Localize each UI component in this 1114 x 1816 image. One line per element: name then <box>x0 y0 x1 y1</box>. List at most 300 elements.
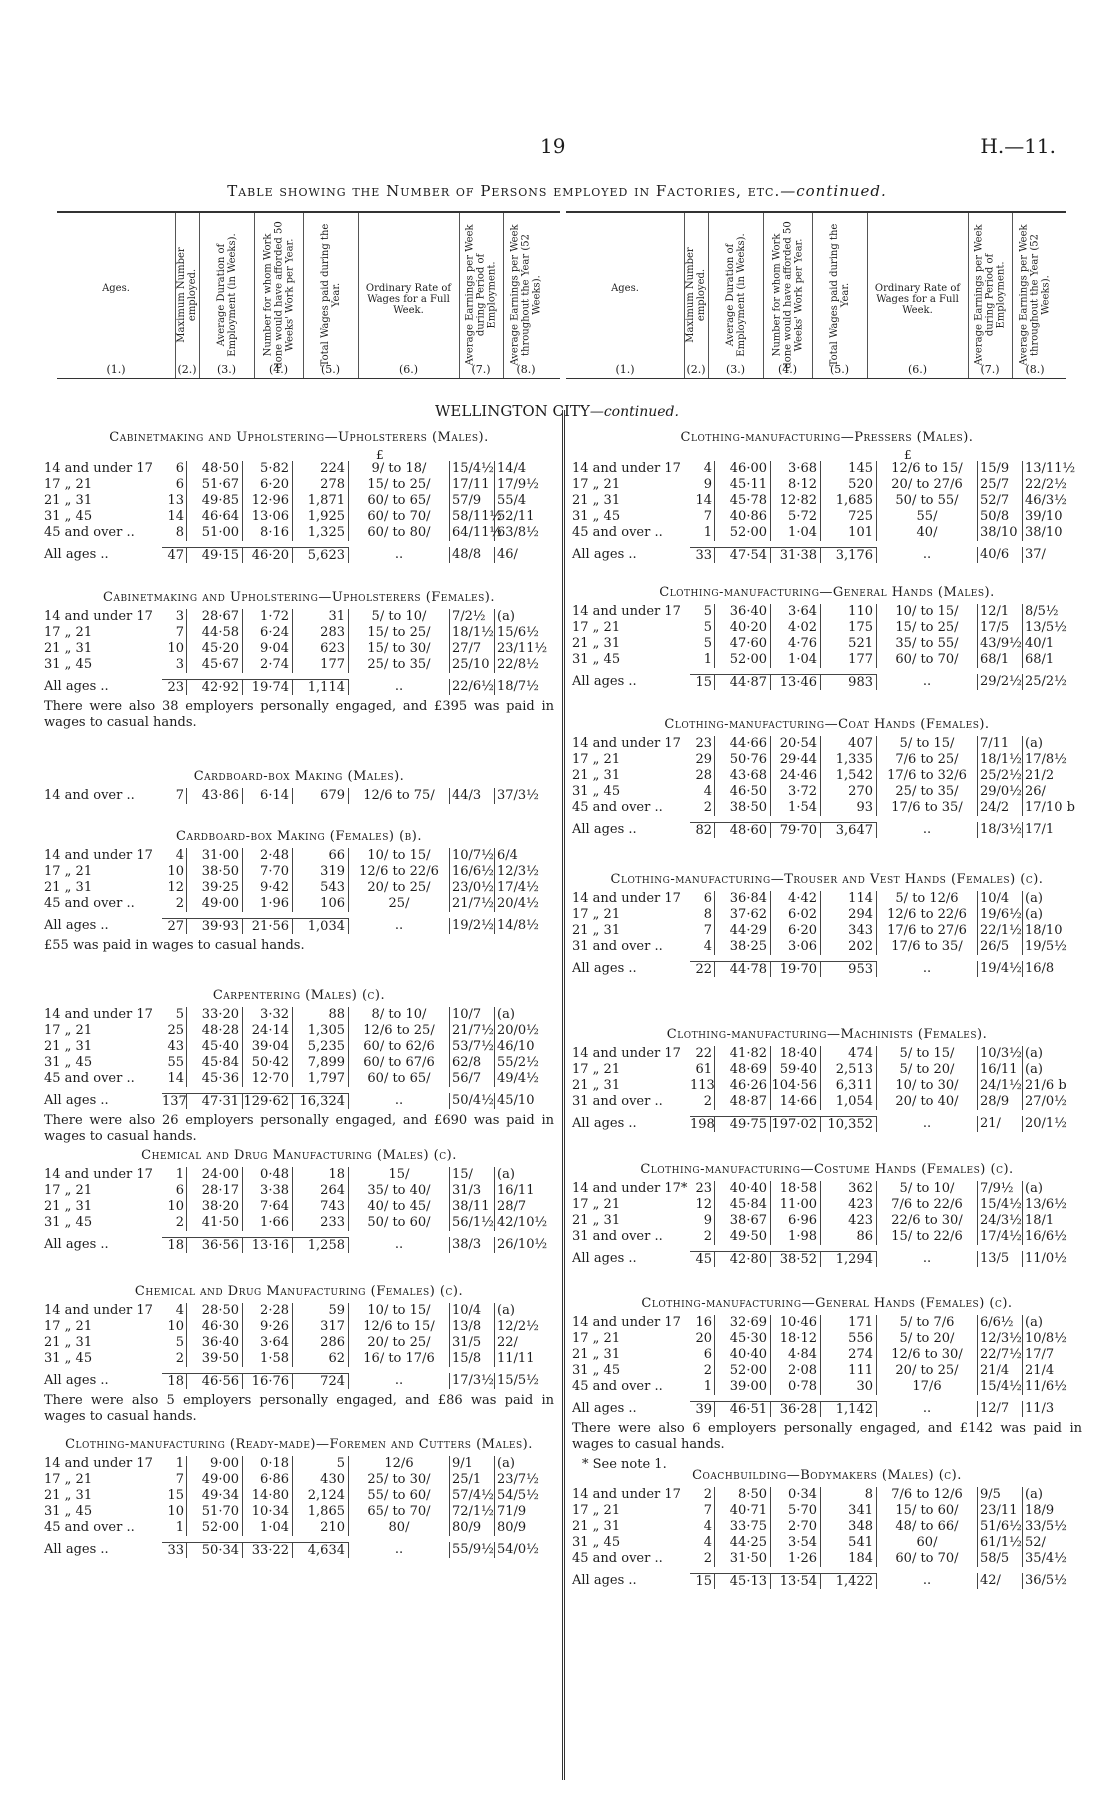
duration-cell: 48·28 <box>187 1023 243 1039</box>
max-number-cell: 4 <box>690 939 715 955</box>
header-label: Number for whom Work done would have afforded 50 Weeks' Work per Year. <box>262 221 295 369</box>
earnings-period-cell: 12/1 <box>978 604 1023 620</box>
rate-cell: .. <box>349 1373 450 1389</box>
age-cell: All ages .. <box>44 547 109 562</box>
age-cell: All ages .. <box>44 679 109 694</box>
earnings-period-cell: 25/1 <box>450 1472 495 1488</box>
total-wages-cell: 7,899 <box>293 1055 349 1071</box>
number-50-cell: 2·28 <box>243 1303 293 1319</box>
table-row <box>572 493 1082 509</box>
total-wages-cell: 86 <box>821 1229 877 1245</box>
max-number-cell: 113 <box>690 1078 715 1093</box>
max-number-cell: 10 <box>162 641 187 657</box>
duration-cell: 49·00 <box>187 1472 243 1488</box>
earnings-year-cell: 37/ <box>1025 547 1046 562</box>
duration-cell: 36·56 <box>187 1237 243 1253</box>
table-row <box>572 752 1082 768</box>
total-wages-cell: 543 <box>293 880 349 896</box>
max-number-cell: 5 <box>690 636 715 652</box>
age-cell: All ages .. <box>572 1401 637 1416</box>
total-wages-cell: 623 <box>293 641 349 657</box>
section-right-5 <box>572 1027 1082 1132</box>
total-wages-cell: 106 <box>293 896 349 912</box>
earnings-year-cell: 23/11½ <box>497 641 548 656</box>
number-50-cell: 1·04 <box>771 652 821 668</box>
main-title-text: Table showing the Number of Persons employed in Factories, etc. <box>227 182 781 200</box>
duration-cell: 49·15 <box>187 547 243 563</box>
rate-cell: 15/ to 25/ <box>349 477 450 493</box>
section-title: Clothing-manufacturing—Costume Hands (Females) (c). <box>640 1162 1014 1177</box>
earnings-period-cell: 9/5 <box>978 1487 1023 1503</box>
number-50-cell: 8·16 <box>243 525 293 541</box>
rate-cell: 15/ <box>349 1167 450 1183</box>
earnings-period-cell: 68/1 <box>978 652 1023 668</box>
header-label: Average Earnings per Week during Period of Employment. <box>973 224 1007 366</box>
earnings-period-cell: 7/11 <box>978 736 1023 752</box>
duration-cell: 49·00 <box>187 896 243 912</box>
max-number-cell: 25 <box>162 1023 187 1039</box>
rate-cell: .. <box>877 547 978 563</box>
age-cell: 21 „ 31 <box>44 1199 93 1214</box>
earnings-year-cell: 36/5½ <box>1025 1573 1067 1588</box>
age-cell: All ages .. <box>572 674 637 689</box>
earnings-period-cell: 13/8 <box>450 1319 495 1335</box>
duration-cell: 46·30 <box>187 1319 243 1335</box>
max-number-cell: 4 <box>690 784 715 800</box>
rate-cell: 20/ to 27/6 <box>877 477 978 493</box>
earnings-year-cell: 16/8 <box>1025 961 1055 976</box>
total-wages-cell: 317 <box>293 1319 349 1335</box>
table-row <box>44 477 554 493</box>
total-wages-cell: 474 <box>821 1046 877 1062</box>
earnings-year-cell: (a) <box>497 1456 515 1471</box>
rate-cell: 15/ to 22/6 <box>877 1229 978 1245</box>
table-row <box>44 641 554 657</box>
table-row <box>572 891 1082 907</box>
max-number-cell: 23 <box>690 1181 715 1197</box>
table-row <box>572 1551 1082 1567</box>
header-column-number: (3.) <box>216 363 237 376</box>
header-column-number: (5.) <box>829 363 850 376</box>
table-row <box>44 1023 554 1039</box>
number-50-cell: 7·70 <box>243 864 293 880</box>
earnings-year-cell: 13/6½ <box>1025 1197 1067 1212</box>
age-cell: 21 „ 31 <box>572 1213 621 1228</box>
age-cell: 45 and over .. <box>44 1520 135 1535</box>
max-number-cell: 29 <box>690 752 715 768</box>
duration-cell: 48·69 <box>715 1062 771 1078</box>
earnings-year-cell: 8/5½ <box>1025 604 1059 619</box>
total-wages-cell: 2,124 <box>293 1488 349 1504</box>
age-cell: 21 „ 31 <box>572 1078 621 1093</box>
age-cell: 14 and under 17 <box>44 1303 153 1318</box>
number-50-cell: 4·84 <box>771 1347 821 1363</box>
duration-cell: 44·25 <box>715 1535 771 1551</box>
duration-cell: 28·50 <box>187 1303 243 1319</box>
age-cell: All ages .. <box>44 1373 109 1388</box>
number-50-cell: 1·26 <box>771 1551 821 1567</box>
header-column-number: (4.) <box>777 363 798 376</box>
table-row <box>572 1363 1082 1379</box>
number-50-cell: 1·58 <box>243 1351 293 1367</box>
table-row <box>572 1503 1082 1519</box>
earnings-period-cell: 15/4½ <box>980 1379 1022 1394</box>
max-number-cell: 33 <box>690 547 715 563</box>
header-avg-earn-period-right <box>968 213 1013 378</box>
earnings-period-cell: 7/9½ <box>978 1181 1023 1197</box>
rate-cell: 10/ to 15/ <box>349 848 450 864</box>
duration-cell: 42·80 <box>715 1251 771 1267</box>
max-number-cell: 45 <box>690 1251 715 1267</box>
max-number-cell: 4 <box>690 461 715 477</box>
header-total-wages-right <box>812 213 868 378</box>
max-number-cell: 1 <box>162 1456 187 1472</box>
max-number-cell: 14 <box>690 493 715 509</box>
table-row <box>44 1488 554 1504</box>
age-cell: 17 „ 21 <box>572 752 621 767</box>
age-cell: 14 and under 17 <box>572 891 681 906</box>
earnings-year-cell: (a) <box>497 1167 515 1182</box>
number-50-cell: 16·76 <box>243 1373 293 1389</box>
section-left-2 <box>44 590 554 731</box>
max-number-cell: 18 <box>162 1373 187 1389</box>
total-wages-cell: 3,176 <box>821 547 877 563</box>
max-number-cell: 23 <box>162 679 187 695</box>
total-row <box>44 918 554 934</box>
rate-cell: 65/ to 70/ <box>349 1504 450 1520</box>
total-wages-cell: 423 <box>821 1213 877 1229</box>
rate-cell: 9/ to 18/ <box>349 461 450 477</box>
table-row <box>44 1351 554 1367</box>
total-wages-cell: 348 <box>821 1519 877 1535</box>
duration-cell: 33·75 <box>715 1519 771 1535</box>
max-number-cell: 15 <box>162 1488 187 1504</box>
header-ages-right <box>566 213 685 378</box>
total-wages-cell: 264 <box>293 1183 349 1199</box>
earnings-period-cell: 17/3½ <box>452 1373 494 1388</box>
duration-cell: 45·30 <box>715 1331 771 1347</box>
total-wages-cell: 743 <box>293 1199 349 1215</box>
max-number-cell: 5 <box>690 604 715 620</box>
number-50-cell: 7·64 <box>243 1199 293 1215</box>
header-column-number: (1.) <box>106 363 126 376</box>
earnings-period-cell: 21/7½ <box>452 896 494 911</box>
max-number-cell: 137 <box>162 1094 187 1109</box>
earnings-year-cell: (a) <box>1025 1181 1043 1196</box>
earnings-period-cell: 50/4½ <box>452 1093 494 1108</box>
table-row <box>44 1303 554 1319</box>
earnings-year-cell: 17/10 b <box>1025 800 1075 815</box>
total-wages-cell: 88 <box>293 1007 349 1023</box>
earnings-period-cell: 31/3 <box>450 1183 495 1199</box>
rate-cell: .. <box>877 1116 978 1132</box>
total-row <box>572 1401 1082 1417</box>
duration-cell: 49·75 <box>715 1116 771 1132</box>
duration-cell: 50·76 <box>715 752 771 768</box>
rate-cell: 5/ to 10/ <box>877 1181 978 1197</box>
earnings-year-cell: 46/ <box>497 547 518 562</box>
earnings-period-cell: 15/8 <box>450 1351 495 1367</box>
duration-cell: 44·58 <box>187 625 243 641</box>
age-cell: 45 and over .. <box>572 525 663 540</box>
footnote: * See note 1. <box>582 1457 667 1472</box>
total-wages-cell: 341 <box>821 1503 877 1519</box>
duration-cell: 46·64 <box>187 509 243 525</box>
age-cell: 21 „ 31 <box>44 1335 93 1350</box>
table-row <box>572 768 1082 784</box>
earnings-year-cell: 26/ <box>1025 784 1046 799</box>
age-cell: 17 „ 21 <box>44 864 93 879</box>
age-cell: 14 and under 17 <box>572 1487 681 1502</box>
table-row <box>44 1071 554 1087</box>
total-wages-cell: 171 <box>821 1315 877 1331</box>
rate-cell: .. <box>349 918 450 934</box>
earnings-year-cell: 16/11 <box>497 1183 535 1198</box>
rate-cell: 22/6 to 30/ <box>877 1213 978 1229</box>
number-50-cell: 38·52 <box>771 1251 821 1267</box>
rate-cell: 16/ to 17/6 <box>349 1351 450 1367</box>
total-wages-cell: 286 <box>293 1335 349 1351</box>
earnings-year-cell: 39/10 <box>1025 509 1063 524</box>
rate-cell: 5/ to 10/ <box>349 609 450 625</box>
number-50-cell: 20·54 <box>771 736 821 752</box>
header-label: Average Earnings per Week throughout the Year (52 Weeks). <box>1018 224 1052 366</box>
total-row <box>44 1373 554 1389</box>
rate-cell: 60/ to 70/ <box>349 509 450 525</box>
total-wages-cell: 2,513 <box>821 1062 877 1078</box>
age-cell: 21 „ 31 <box>572 923 621 938</box>
duration-cell: 33·20 <box>187 1007 243 1023</box>
rate-cell: 15/ to 60/ <box>877 1503 978 1519</box>
duration-cell: 44·29 <box>715 923 771 939</box>
table-row <box>44 1215 554 1231</box>
rate-cell: 50/ to 60/ <box>349 1215 450 1231</box>
total-wages-cell: 210 <box>293 1520 349 1536</box>
duration-cell: 43·68 <box>715 768 771 784</box>
number-50-cell: 6·14 <box>243 788 293 804</box>
age-cell: 17 „ 21 <box>572 907 621 922</box>
earnings-period-cell: 10/4 <box>978 891 1023 907</box>
section-title: Chemical and Drug Manufacturing (Males) (c). <box>141 1148 457 1163</box>
table-row <box>572 1062 1082 1078</box>
age-cell: 17 „ 21 <box>572 1197 621 1212</box>
number-50-cell: 3·32 <box>243 1007 293 1023</box>
earnings-period-cell: 58/5 <box>978 1551 1023 1567</box>
total-wages-cell: 520 <box>821 477 877 493</box>
total-wages-cell: 521 <box>821 636 877 652</box>
section-title: Clothing-manufacturing—Coat Hands (Females). <box>664 717 990 732</box>
number-50-cell: 6·24 <box>243 625 293 641</box>
earnings-year-cell: 14/4 <box>497 461 527 476</box>
earnings-period-cell: 7/2½ <box>450 609 495 625</box>
rate-cell: 12/6 to 22/6 <box>877 907 978 923</box>
age-cell: 17 „ 21 <box>572 477 621 492</box>
earnings-period-cell: 52/7 <box>978 493 1023 509</box>
rate-cell: 48/ to 66/ <box>877 1519 978 1535</box>
earnings-period-cell: 17/11 <box>450 477 495 493</box>
number-50-cell: 5·82 <box>243 461 293 477</box>
earnings-year-cell: 35/4½ <box>1025 1551 1067 1566</box>
age-cell: 21 „ 31 <box>572 1519 621 1534</box>
earnings-period-cell: 64/11½ <box>452 525 503 540</box>
header-label: Average Duration of Employment (in Weeks). <box>724 233 747 357</box>
total-wages-cell: 1,925 <box>293 509 349 525</box>
number-50-cell: 36·28 <box>771 1401 821 1417</box>
earnings-period-cell: 21/4 <box>978 1363 1023 1379</box>
age-cell: 14 and under 17 <box>44 1167 153 1182</box>
header-column-number: (8.) <box>516 363 536 376</box>
earnings-year-cell: 68/1 <box>1025 652 1055 667</box>
number-50-cell: 1·04 <box>771 525 821 541</box>
earnings-period-cell: 25/7 <box>978 477 1023 493</box>
earnings-year-cell: 28/7 <box>497 1199 527 1214</box>
age-cell: 14 and under 17 <box>44 461 153 476</box>
max-number-cell: 7 <box>690 509 715 525</box>
table-row <box>44 1456 554 1472</box>
age-cell: 31 „ 45 <box>572 1535 621 1550</box>
section-left-4 <box>44 829 554 954</box>
earnings-year-cell: 52/ <box>1025 1535 1046 1550</box>
duration-cell: 48·87 <box>715 1094 771 1110</box>
rate-cell: 55/ <box>877 509 978 525</box>
max-number-cell: 16 <box>690 1315 715 1331</box>
rate-cell: 60/ to 80/ <box>349 525 450 541</box>
duration-cell: 38·67 <box>715 1213 771 1229</box>
total-wages-cell: 4,634 <box>293 1542 349 1558</box>
number-50-cell: 3·54 <box>771 1535 821 1551</box>
rate-cell: 12/6 to 75/ <box>349 788 450 804</box>
header-column-number: (7.) <box>471 363 491 376</box>
table-row <box>572 1331 1082 1347</box>
earnings-period-cell: 16/11 <box>978 1062 1023 1078</box>
max-number-cell: 1 <box>162 1167 187 1183</box>
table-row <box>572 1197 1082 1213</box>
max-number-cell: 7 <box>162 625 187 641</box>
earnings-year-cell: 12/3½ <box>497 864 539 879</box>
earnings-year-cell: 55/4 <box>497 493 527 508</box>
header-label: Ages. <box>102 283 130 294</box>
max-number-cell: 6 <box>162 477 187 493</box>
rate-cell: .. <box>877 822 978 838</box>
age-cell: 31 and over .. <box>572 939 663 954</box>
table-row <box>44 493 554 509</box>
duration-cell: 37·62 <box>715 907 771 923</box>
rate-cell: 12/6 to 30/ <box>877 1347 978 1363</box>
earnings-year-cell: 22/ <box>497 1335 518 1350</box>
number-50-cell: 14·66 <box>771 1094 821 1110</box>
age-cell: 45 and over .. <box>44 1071 135 1086</box>
earnings-period-cell: 28/9 <box>978 1094 1023 1110</box>
table-row <box>572 800 1082 816</box>
section-title: Clothing-manufacturing—General Hands (Males). <box>659 585 995 600</box>
max-number-cell: 14 <box>162 509 187 525</box>
duration-cell: 40·71 <box>715 1503 771 1519</box>
max-number-cell: 2 <box>690 1487 715 1503</box>
total-wages-cell: 93 <box>821 800 877 816</box>
rate-cell: 15/ to 30/ <box>349 641 450 657</box>
total-wages-cell: 679 <box>293 788 349 804</box>
duration-cell: 38·20 <box>187 1199 243 1215</box>
header-number-50-left <box>254 213 304 378</box>
age-cell: 17 „ 21 <box>44 1183 93 1198</box>
max-number-cell: 10 <box>162 864 187 880</box>
age-cell: 21 „ 31 <box>44 641 93 656</box>
number-50-cell: 4·42 <box>771 891 821 907</box>
table-row <box>44 1183 554 1199</box>
number-50-cell: 2·70 <box>771 1519 821 1535</box>
table-row <box>44 848 554 864</box>
age-cell: All ages .. <box>572 961 637 976</box>
rate-cell: 5/ to 15/ <box>877 736 978 752</box>
earnings-year-cell: 20/0½ <box>497 1023 539 1038</box>
number-50-cell: 1·04 <box>243 1520 293 1536</box>
total-wages-cell: 319 <box>293 864 349 880</box>
total-wages-cell: 1,142 <box>821 1401 877 1417</box>
section-title: Carpentering (Males) (c). <box>212 988 386 1003</box>
table-row <box>572 636 1082 652</box>
header-label: Average Earnings per Week during Period of Employment. <box>464 224 498 366</box>
header-avg-earn-year-left <box>503 213 549 378</box>
total-wages-cell: 59 <box>293 1303 349 1319</box>
max-number-cell: 14 <box>162 1071 187 1087</box>
table-row <box>572 736 1082 752</box>
age-cell: All ages .. <box>572 1573 637 1588</box>
max-number-cell: 6 <box>690 1347 715 1363</box>
total-wages-cell: 202 <box>821 939 877 955</box>
max-number-cell: 5 <box>162 1335 187 1351</box>
section-title: Clothing-manufacturing (Ready-made)—Foremen and Cutters (Males). <box>65 1437 533 1452</box>
rate-cell: 12/6 <box>349 1456 450 1472</box>
age-cell: 17 „ 21 <box>44 625 93 640</box>
duration-cell: 48·60 <box>715 822 771 838</box>
table-row <box>572 784 1082 800</box>
total-wages-cell: 1,054 <box>821 1094 877 1110</box>
earnings-period-cell: 38/3 <box>450 1237 495 1253</box>
total-wages-cell: 5 <box>293 1456 349 1472</box>
rate-cell: .. <box>349 547 450 563</box>
header-ages-left <box>57 213 176 378</box>
table-row <box>44 1520 554 1536</box>
earnings-year-cell: 13/5½ <box>1025 620 1067 635</box>
rate-cell: 5/ to 20/ <box>877 1331 978 1347</box>
total-wages-cell: 111 <box>821 1363 877 1379</box>
duration-cell: 39·00 <box>715 1379 771 1395</box>
age-cell: 45 and over .. <box>572 1551 663 1566</box>
rate-cell: 60/ to 65/ <box>349 493 450 509</box>
max-number-cell: 28 <box>690 768 715 784</box>
max-number-cell: 2 <box>162 1215 187 1231</box>
age-cell: 14 and under 17 <box>44 848 153 863</box>
rate-cell: 17/6 to 35/ <box>877 800 978 816</box>
header-column-number: (8.) <box>1025 363 1045 376</box>
earnings-year-cell: 55/2½ <box>497 1055 539 1070</box>
header-avg-earn-year-right <box>1012 213 1058 378</box>
rate-cell: 5/ to 12/6 <box>877 891 978 907</box>
earnings-year-cell: 18/7½ <box>497 679 539 694</box>
number-50-cell: 24·14 <box>243 1023 293 1039</box>
earnings-year-cell: 11/3 <box>1025 1401 1055 1416</box>
table-row <box>572 461 1082 477</box>
max-number-cell: 33 <box>162 1542 187 1558</box>
rate-cell: 60/ to 70/ <box>877 1551 978 1567</box>
total-row <box>572 1116 1082 1132</box>
age-cell: 14 and over .. <box>44 788 135 803</box>
number-50-cell: 39·04 <box>243 1039 293 1055</box>
number-50-cell: 129·62 <box>243 1093 293 1109</box>
earnings-period-cell: 38/10 <box>978 525 1023 541</box>
earnings-period-cell: 31/5 <box>450 1335 495 1351</box>
max-number-cell: 20 <box>690 1331 715 1347</box>
